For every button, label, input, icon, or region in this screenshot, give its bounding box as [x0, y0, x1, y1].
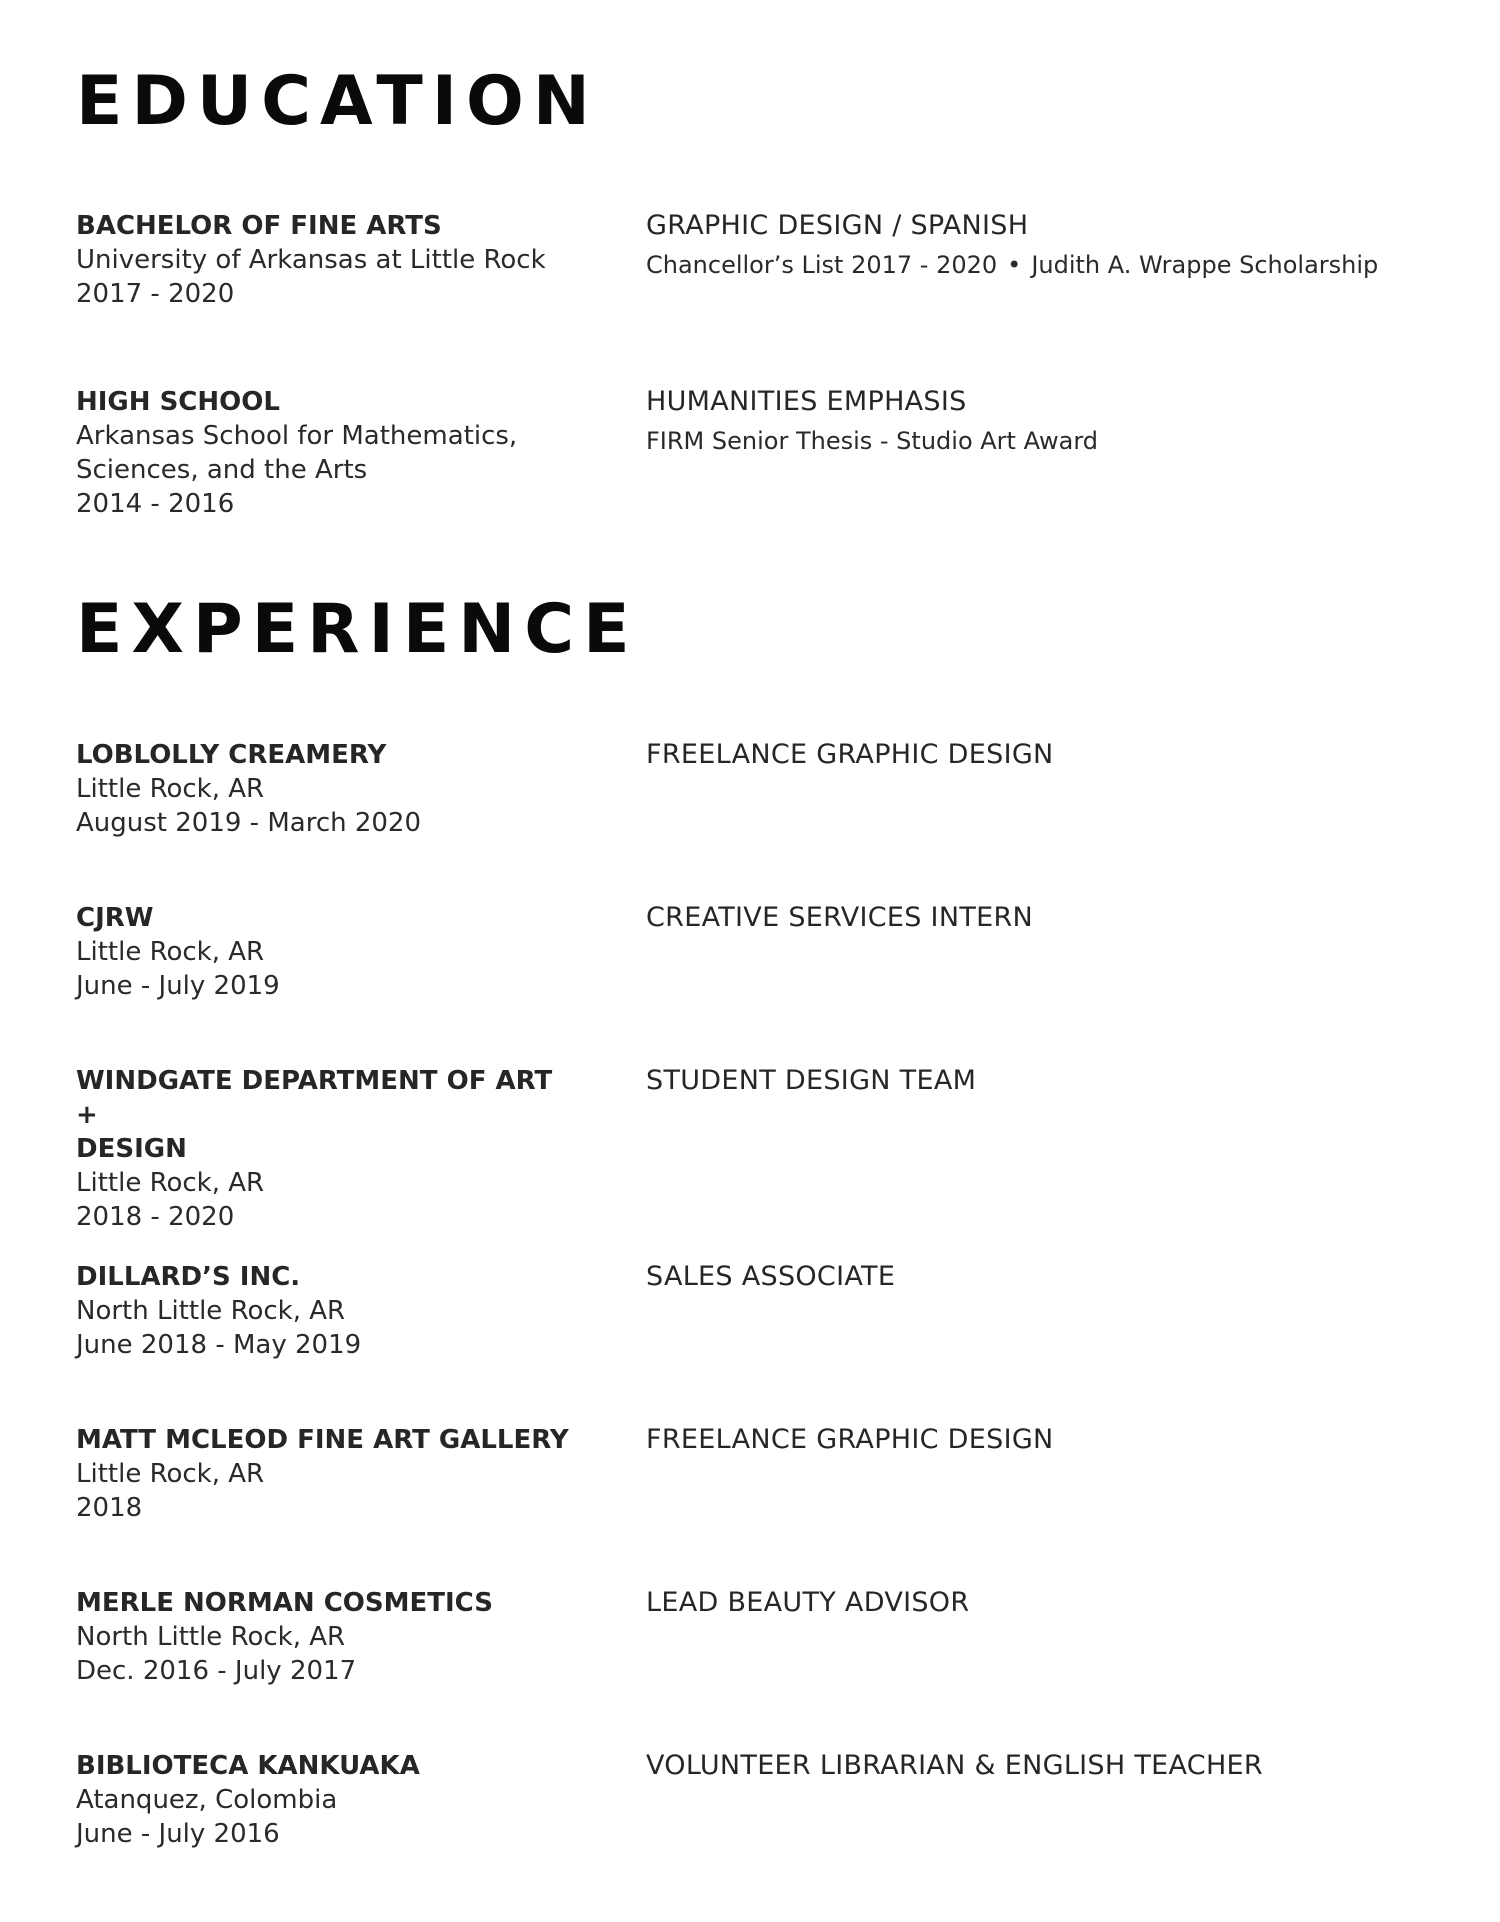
honor-scholarship: Judith A. Wrappe Scholarship [1031, 251, 1379, 279]
education-entry-right [646, 209, 1466, 281]
job-title: CREATIVE SERVICES INTERN [646, 902, 1034, 933]
experience-entry-left [76, 1423, 576, 1525]
location: North Little Rock, AR [76, 1622, 346, 1652]
degree-title: BACHELOR OF FINE ARTS [76, 211, 442, 241]
honor-chancellors-list: Chancellor’s List 2017 - 2020 [646, 251, 998, 279]
honors-line [646, 249, 1466, 281]
education-heading: EDUCATION [76, 62, 599, 141]
experience-entry-right [646, 901, 1466, 935]
emphasis-title: HUMANITIES EMPHASIS [646, 386, 967, 417]
date-range: 2018 - 2020 [76, 1202, 235, 1232]
experience-entry-left [76, 1586, 576, 1688]
employer-name: BIBLIOTECA KANKUAKA [76, 1751, 420, 1781]
experience-entry-left [76, 1749, 576, 1851]
experience-entry-right [646, 738, 1466, 772]
date-range: June - July 2019 [76, 971, 280, 1001]
experience-entry-left [76, 1260, 576, 1362]
education-entry-right [646, 385, 1466, 457]
experience-entry-right [646, 1749, 1466, 1783]
experience-entry-left [76, 1064, 576, 1234]
job-title: SALES ASSOCIATE [646, 1261, 896, 1292]
date-range: June - July 2016 [76, 1819, 280, 1849]
job-title: LEAD BEAUTY ADVISOR [646, 1587, 970, 1618]
job-title: FREELANCE GRAPHIC DESIGN [646, 1424, 1054, 1455]
school-name-line-1: Arkansas School for Mathematics, [76, 421, 518, 451]
experience-heading: EXPERIENCE [76, 590, 639, 669]
location: Atanquez, Colombia [76, 1785, 338, 1815]
location: Little Rock, AR [76, 774, 265, 804]
experience-entry-left [76, 738, 576, 840]
employer-name-line-2: DESIGN [76, 1134, 187, 1164]
major-title: GRAPHIC DESIGN / SPANISH [646, 210, 1029, 241]
experience-entry-left [76, 901, 576, 1003]
date-range: 2014 - 2016 [76, 489, 235, 519]
employer-name-line-1: WINDGATE DEPARTMENT OF ART + [76, 1066, 553, 1130]
employer-name: MERLE NORMAN COSMETICS [76, 1588, 493, 1618]
job-title: FREELANCE GRAPHIC DESIGN [646, 739, 1054, 770]
location: North Little Rock, AR [76, 1296, 346, 1326]
date-range: August 2019 - March 2020 [76, 808, 422, 838]
experience-entry-right [646, 1064, 1466, 1098]
employer-name: LOBLOLLY CREAMERY [76, 740, 387, 770]
location: Little Rock, AR [76, 1168, 265, 1198]
employer-name: MATT MCLEOD FINE ART GALLERY [76, 1425, 569, 1455]
experience-entry-right [646, 1586, 1466, 1620]
job-title: STUDENT DESIGN TEAM [646, 1065, 977, 1096]
education-entry-left [76, 385, 576, 521]
location: Little Rock, AR [76, 1459, 265, 1489]
date-range: 2017 - 2020 [76, 279, 235, 309]
location: Little Rock, AR [76, 937, 265, 967]
date-range: Dec. 2016 - July 2017 [76, 1656, 357, 1686]
degree-title: HIGH SCHOOL [76, 387, 280, 417]
date-range: June 2018 - May 2019 [76, 1330, 362, 1360]
employer-name: CJRW [76, 903, 154, 933]
date-range: 2018 [76, 1493, 143, 1523]
award-line: FIRM Senior Thesis - Studio Art Award [646, 427, 1099, 455]
education-entry-left [76, 209, 576, 311]
experience-entry-right [646, 1260, 1466, 1294]
experience-entry-right [646, 1423, 1466, 1457]
bullet-separator: • [1007, 251, 1022, 279]
school-name: University of Arkansas at Little Rock [76, 245, 546, 275]
job-title: VOLUNTEER LIBRARIAN & ENGLISH TEACHER [646, 1750, 1263, 1781]
employer-name: DILLARD’S INC. [76, 1262, 301, 1292]
school-name-line-2: Sciences, and the Arts [76, 455, 368, 485]
